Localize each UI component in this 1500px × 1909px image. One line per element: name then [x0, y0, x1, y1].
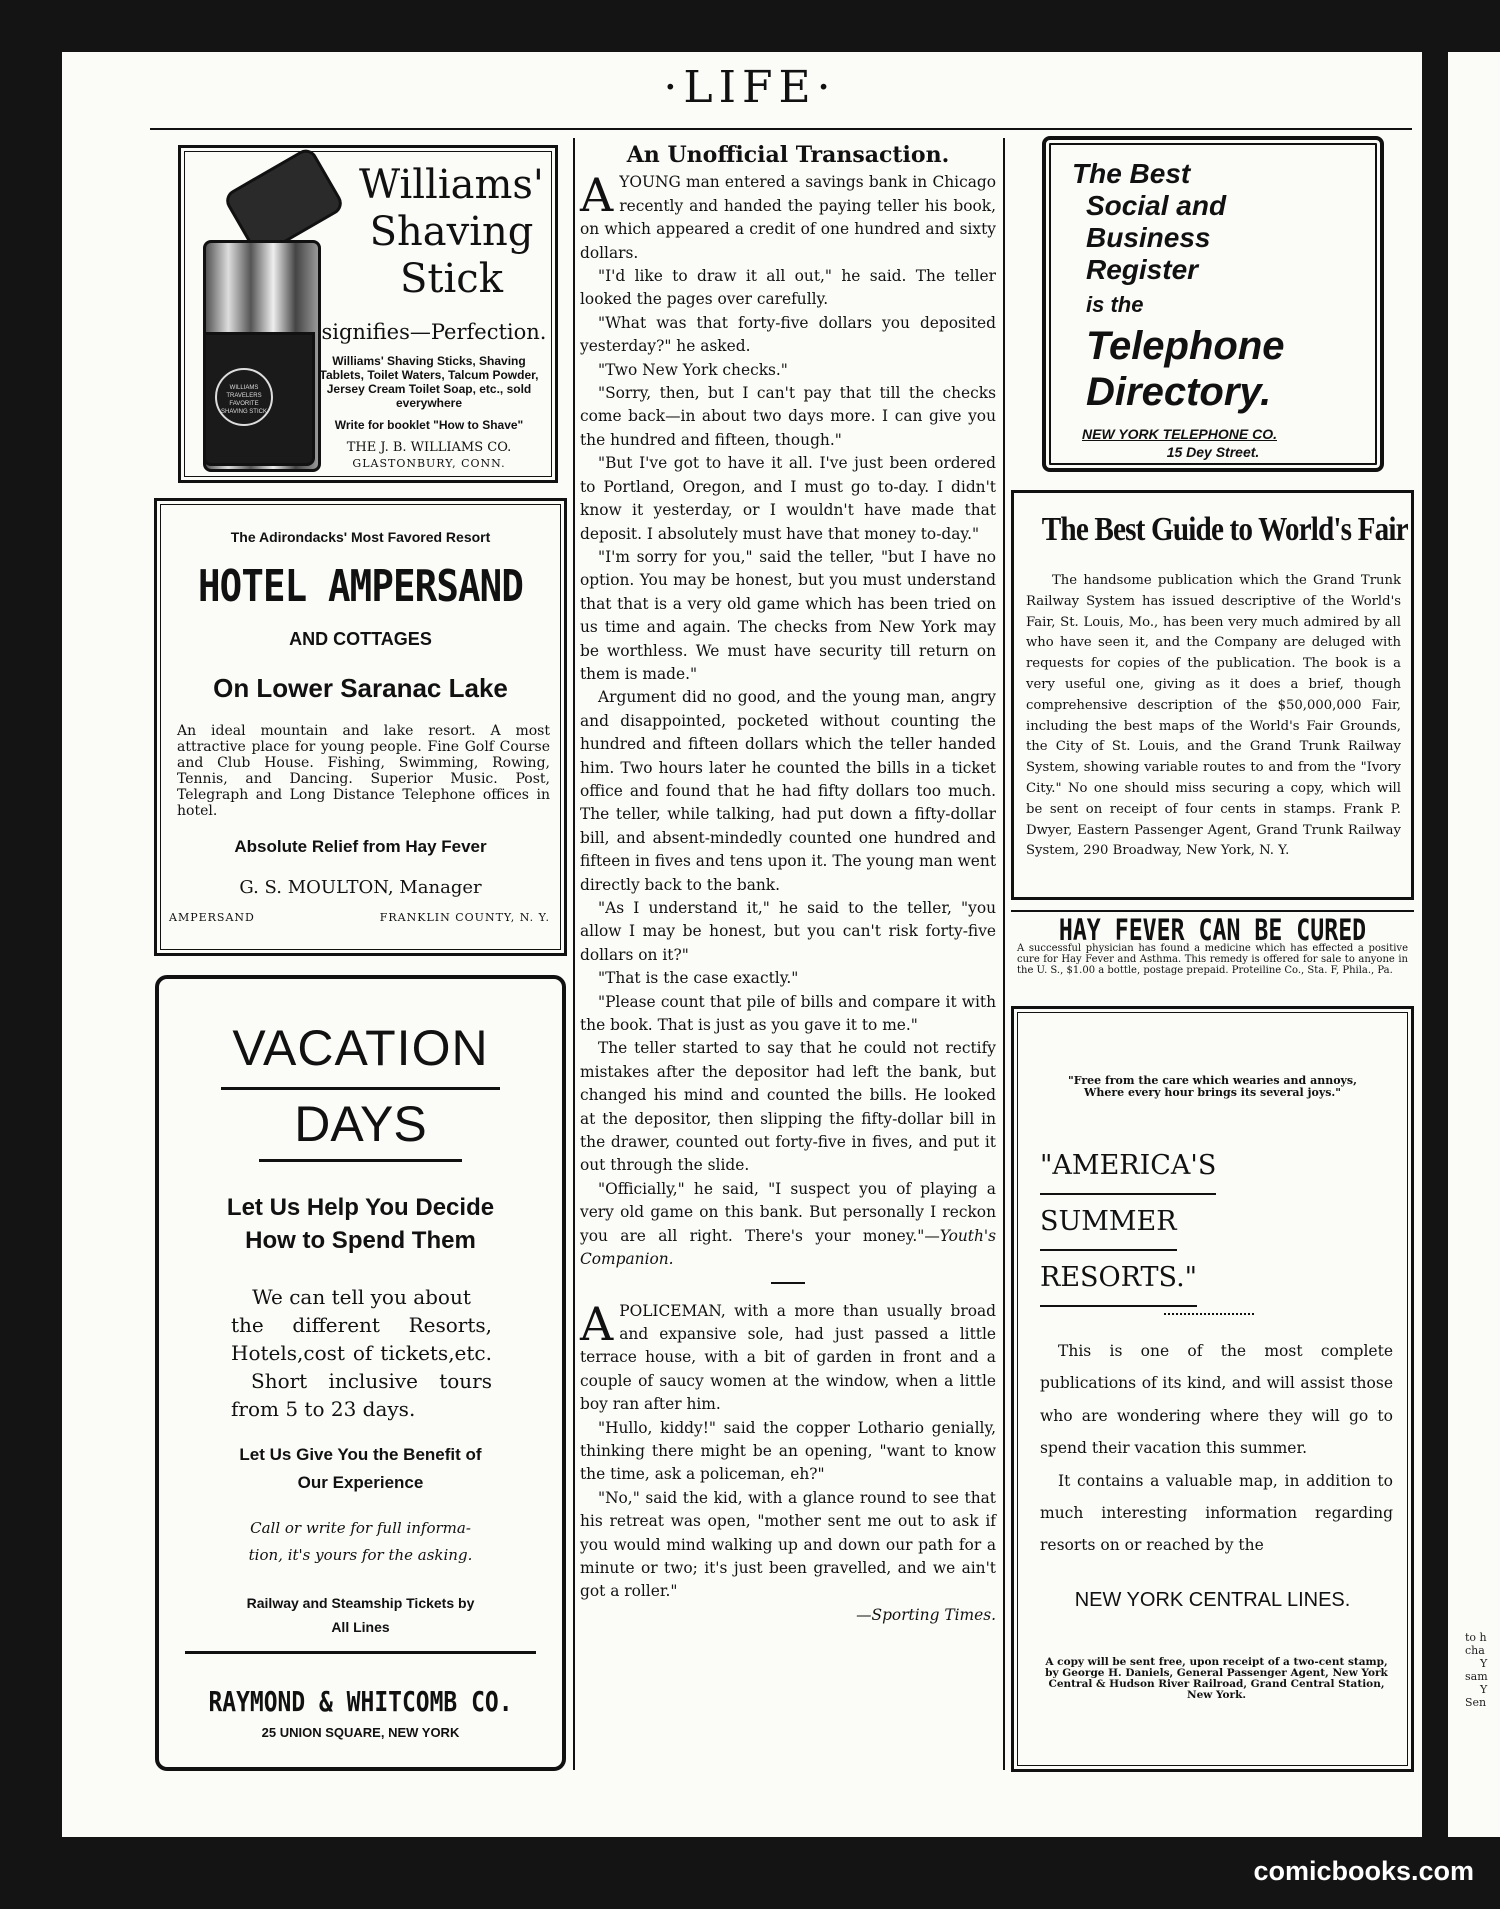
stub-line: to h — [1465, 1631, 1487, 1644]
stub-line: Y — [1480, 1657, 1488, 1670]
story-paragraph: APOLICEMAN, with a more than usually broad and expansive sole, had just passed a little terrace house, with a bit of garden in front and a couple of saucy women at the window, when a little boy ran after him. — [580, 1296, 996, 1414]
hotel-relief: Absolute Relief from Hay Fever — [234, 837, 487, 856]
vacation-call: Call or write for full informa- tion, it's yours for the asking. — [248, 1519, 473, 1564]
story-separator — [771, 1282, 805, 1284]
stub-line: Sen — [1465, 1696, 1487, 1709]
ornament-divider — [1164, 1313, 1254, 1315]
telephone-line: Social and — [1086, 190, 1227, 221]
story-paragraph: "I'd like to draw it all out," he said. The teller looked the pages over carefully. — [580, 267, 996, 309]
resorts-company: NEW YORK CENTRAL LINES. — [1074, 1589, 1351, 1611]
story-paragraph: "Two New York checks." — [598, 360, 788, 379]
story-title: An Unofficial Transaction. — [626, 142, 950, 168]
telephone-line: Register — [1086, 254, 1199, 285]
vacation-company: RAYMOND & WHITCOMB CO. — [208, 1685, 513, 1718]
story-paragraph: "Sorry, then, but I can't pay that till the checks come back—in about two days more. I can give you the hundred and fifteen, though." — [580, 384, 996, 449]
hotel-name: HOTEL AMPERSAND — [197, 561, 523, 612]
williams-company: THE J. B. WILLIAMS CO. GLASTONBURY, CONN. — [346, 440, 512, 470]
story-paragraph: "No," said the kid, with a glance round to see that his retreat was open, "mother sent me out to ask if you would mind walking up and down our path for a minute or two; it's just been gravelled, and we ain't got a roller." — [580, 1488, 996, 1601]
drop-cap: A — [580, 1296, 614, 1351]
story-paragraph: "As I understand it," he said to the teller, "you allow I may be honest, but you can't risk forty-five dollars on it?" — [580, 899, 996, 964]
resorts-body: This is one of the most complete publications of its kind, and will assist those who are wondering where they will go to spend their vacation this summer. It contains a valuable map, in addition to much interesting information regarding resorts on or reached by the — [1040, 1342, 1393, 1555]
hay-fever-notice — [1011, 910, 1414, 976]
story-paragraph: AYOUNG man entered a savings bank in Chicago recently and handed the paying teller his book, on which appeared a credit of one hundred and sixty dollars. — [580, 168, 996, 262]
column-rule — [573, 138, 575, 1770]
story-source: Youth's Companion. — [580, 1226, 996, 1269]
telephone-line: is the — [1086, 292, 1144, 317]
vacation-body: We can tell you about the different Resorts, Hotels,cost of tickets,etc. Short inclusive tours from 5 to 23 days. — [231, 1285, 492, 1421]
williams-booklet: Write for booklet "How to Shave" — [334, 418, 524, 432]
divider — [1011, 910, 1414, 912]
stub-line: Y — [1480, 1683, 1488, 1696]
watermark: comicbooks.com — [1253, 1856, 1474, 1886]
hotel-body: An ideal mountain and lake resort. A most attractive place for young people. Fine Golf Course and Club House. Fishing, Swimming, Rowing, Tennis, and Dancing. Superior Music. Post, Telegraph and Long Distance Telephone offices in hotel. — [177, 723, 550, 819]
hay-fever-body: A successful physician has found a medicine which has effected a positive cure for Hay Fever and Asthma. This remedy is offered for sale to anyone in the U. S., $1.00 a bottle, postage prepaid. Proteiline Co., Sta. F, Phila., Pa. — [1017, 943, 1408, 976]
telephone-directory-ad — [1042, 136, 1384, 472]
story-column — [580, 144, 996, 1627]
guide-body: The handsome publication which the Grand Trunk Railway System has issued descriptive of the World's Fair, St. Louis, Mo., has been very much admired by all who have seen it, and the Company are deluged with requests for copies of the publication. The book is a very useful one, giving as it does a brief, though comprehensive description of the $50,000,000 Fair, including the best maps of the World's Fair Grounds, the City of St. Louis, and the Grand Trunk Railway System, showing variable routes to and from the "Ivory City." No one should miss securing a copy, which will be sent on receipt of four cents in stamps. Frank P. Dwyer, Eastern Passenger Agent, Grand Trunk Railway System, 290 Broadway, New York, N. Y. — [1026, 573, 1401, 859]
stub-line: cha — [1465, 1644, 1485, 1657]
telephone-address: 15 Dey Street. — [1166, 444, 1260, 460]
williams-shaving-stick-ad — [178, 145, 558, 483]
vacation-days-ad — [155, 975, 566, 1771]
stub-line: sam — [1465, 1670, 1488, 1683]
hotel-lake: On Lower Saranac Lake — [213, 673, 508, 703]
hotel-manager: G. S. MOULTON, Manager — [239, 877, 482, 898]
story-paragraph: "That is the case exactly." — [598, 969, 799, 988]
vacation-address: 25 UNION SQUARE, NEW YORK — [261, 1725, 460, 1740]
drop-cap: A — [580, 168, 614, 223]
divider — [259, 1159, 462, 1162]
masthead: ·LIFE· — [663, 62, 837, 113]
resorts-title: "AMERICA'S SUMMER RESORTS." — [1040, 1139, 1216, 1307]
resorts-epigraph: "Free from the care which wearies and annoys, Where every hour brings its several joys." — [1068, 1074, 1357, 1099]
vacation-title-1: VACATION — [232, 1020, 489, 1076]
hotel-ampersand-ad — [154, 498, 567, 956]
story-paragraph: "What was that forty-five dollars you deposited yesterday?" he asked. — [580, 313, 996, 356]
vacation-help: Let Us Help You Decide How to Spend Them — [226, 1194, 495, 1254]
williams-seal-logo: WILLIAMS TRAVELERS FAVORITE SHAVING STICK — [215, 368, 273, 426]
hotel-place-left: AMPERSAND — [169, 911, 255, 924]
story-paragraph: "Please count that pile of bills and compare it with the book. That is just as you gave it to me." — [580, 992, 996, 1035]
divider — [185, 1651, 536, 1654]
summer-resorts-ad — [1011, 1006, 1414, 1772]
resorts-footer: A copy will be sent free, upon receipt of a two-cent stamp, by George H. Daniels, General Passenger Agent, New York Central & Hudson River Railroad, Grand Central Station, New York. — [1045, 1656, 1388, 1701]
hotel-sub: AND COTTAGES — [289, 629, 432, 649]
williams-tagline: signifies—Perfection. — [321, 320, 547, 344]
vacation-benefit: Let Us Give You the Benefit of Our Experience — [239, 1445, 482, 1492]
story-paragraph: "I'm sorry for you," said the teller, "but I have no option. You may be honest, but you must understand that that is a very old game which has been tried on us time and again. The checks from New York may be worthless. We must have security till return on them is made." — [580, 547, 996, 683]
adjacent-page-edge — [1448, 52, 1500, 1837]
telephone-line: Telephone — [1086, 324, 1285, 368]
telephone-line: Directory. — [1086, 370, 1272, 414]
hay-fever-headline: HAY FEVER CAN BE CURED — [1058, 913, 1367, 947]
divider — [221, 1087, 500, 1090]
williams-title: Williams' Shaving Stick — [359, 162, 544, 302]
williams-products: Williams' Shaving Sticks, Shaving Tablets, Toilet Waters, Talcum Powder, Jersey Cream Toilet Soap, etc., sold everywhere — [319, 354, 539, 410]
telephone-company: NEW YORK TELEPHONE CO. — [1082, 426, 1277, 442]
column-rule — [1003, 138, 1005, 1770]
story-paragraph: "But I've got to have it all. I've just been ordered to Portland, Oregon, and I must go to-day. I didn't know it yesterday, or I wouldn't have made that deposit. I absolutely must have that money to-day." — [580, 454, 996, 543]
telephone-line: Business — [1086, 222, 1211, 253]
story-paragraph: Argument did no good, and the young man, angry and disappointed, pocketed without counting the hundred and fifteen dollars which the teller handed him. Two hours later he counted the bills in a ticket office and found that he had fifty dollars too much. The teller, while talking, had put down a fifty-dollar bill, and absent-mindedly counted one hundred and fifteen in fives and tens upon it. The young man went directly back to the bank. — [580, 688, 996, 894]
story-paragraph: "Officially," he said, "I suspect you of playing a very old game on this bank. But personally I reckon you are all right. There's your money."—Youth's Companion. — [580, 1179, 996, 1269]
vacation-tickets: Railway and Steamship Tickets by All Lines — [246, 1595, 475, 1635]
vacation-title-2: DAYS — [294, 1096, 427, 1152]
hotel-place-right: FRANKLIN COUNTY, N. Y. — [379, 911, 550, 924]
story-paragraph: The teller started to say that he could not rectify mistakes after the depositor had left the bank, but changed his mind and counted the bills. He looked at the depositor, then slipping the fifty-dollar bill in the drawer, counted out forty-five in fives, and put it out through the slide. — [580, 1039, 996, 1175]
hotel-kicker: The Adirondacks' Most Favored Resort — [230, 529, 491, 545]
story-source: —Sporting Times. — [856, 1605, 996, 1624]
story-paragraph: "Hullo, kiddy!" said the copper Lothario genially, thinking there might be an opening, "want to know the time, ask a policeman, eh?" — [580, 1418, 996, 1484]
telephone-line: The Best — [1072, 158, 1191, 189]
worlds-fair-guide-ad — [1011, 490, 1414, 900]
guide-title: The Best Guide to World's Fair — [1041, 511, 1408, 548]
masthead-rule — [150, 128, 1412, 130]
